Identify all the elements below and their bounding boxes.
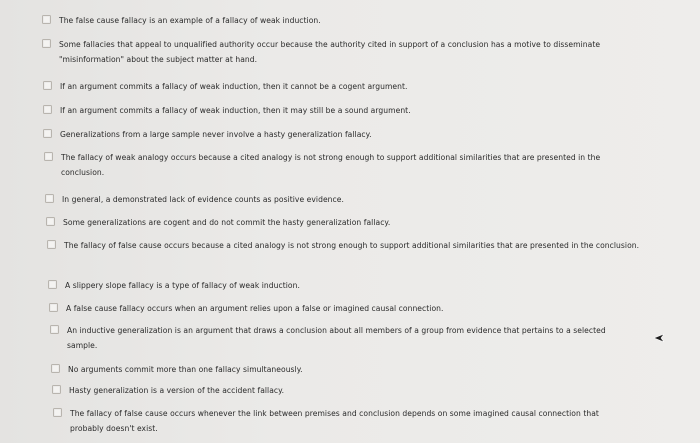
quiz-option[interactable]: [43, 79, 643, 94]
quiz-option[interactable]: [45, 192, 645, 207]
option-label: A false cause fallacy occurs when an argument relies upon a false or imagined causal connection.: [66, 304, 444, 313]
option-label: An inductive generalization is an argument that draws a conclusion about all members of a group from evidence that pertains to a selected sample.: [67, 326, 606, 350]
option-label: Some generalizations are cogent and do not commit the hasty generalization fallacy.: [63, 218, 391, 227]
quiz-option[interactable]: [50, 323, 610, 353]
checkbox-icon[interactable]: [47, 240, 56, 249]
option-label: The fallacy of false cause occurs because a cited analogy is not strong enough to support additional similarities that are presented in the conclusion.: [64, 241, 640, 250]
checkbox-icon[interactable]: [51, 364, 60, 373]
checkbox-icon[interactable]: [45, 194, 54, 203]
option-label: The false cause fallacy is an example of a fallacy of weak induction.: [59, 16, 321, 25]
quiz-option[interactable]: [43, 103, 643, 118]
checkbox-icon[interactable]: [52, 385, 61, 394]
checkbox-icon[interactable]: [42, 39, 51, 48]
option-label: If an argument commits a fallacy of weak induction, then it may still be a sound argument.: [60, 106, 411, 115]
quiz-option[interactable]: [52, 383, 652, 398]
option-label: In general, a demonstrated lack of evidence counts as positive evidence.: [62, 195, 344, 204]
quiz-option[interactable]: [44, 150, 640, 180]
option-label: Generalizations from a large sample never involve a hasty generalization fallacy.: [60, 130, 372, 139]
checkbox-icon[interactable]: [49, 303, 58, 312]
option-label: If an argument commits a fallacy of weak induction, then it cannot be a cogent argument.: [60, 82, 408, 91]
checkbox-icon[interactable]: [43, 105, 52, 114]
checkbox-icon[interactable]: [43, 81, 52, 90]
option-label: A slippery slope fallacy is a type of fallacy of weak induction.: [65, 281, 300, 290]
quiz-option[interactable]: [53, 406, 633, 436]
option-label: The fallacy of weak analogy occurs because a cited analogy is not strong enough to support additional similarities that are presented in the conclusion.: [61, 153, 601, 177]
quiz-option[interactable]: [43, 127, 643, 142]
quiz-option[interactable]: [48, 278, 648, 293]
checkbox-icon[interactable]: [44, 152, 53, 161]
mouse-pointer-icon: [653, 333, 665, 343]
option-label: No arguments commit more than one fallacy simultaneously.: [68, 365, 303, 374]
option-label: Hasty generalization is a version of the accident fallacy.: [69, 386, 285, 395]
checkbox-icon[interactable]: [48, 280, 57, 289]
checkbox-icon[interactable]: [50, 325, 59, 334]
checkbox-icon[interactable]: [53, 408, 62, 417]
quiz-option[interactable]: [47, 238, 642, 253]
checkbox-icon[interactable]: [43, 129, 52, 138]
quiz-option[interactable]: [42, 37, 622, 67]
checkbox-icon[interactable]: [42, 15, 51, 24]
quiz-option[interactable]: [51, 362, 651, 377]
quiz-option[interactable]: [42, 13, 642, 28]
option-label: Some fallacies that appeal to unqualified authority occur because the authority cited in support of a conclusion has a motive to disseminate "misinformation" about the subject matter at hand.: [59, 40, 601, 64]
checkbox-icon[interactable]: [46, 217, 55, 226]
quiz-option[interactable]: [49, 301, 649, 316]
option-label: The fallacy of false cause occurs whenever the link between premises and conclusion depends on some imagined causal connection that probably doesn't exist.: [70, 409, 599, 433]
quiz-option[interactable]: [46, 215, 646, 230]
